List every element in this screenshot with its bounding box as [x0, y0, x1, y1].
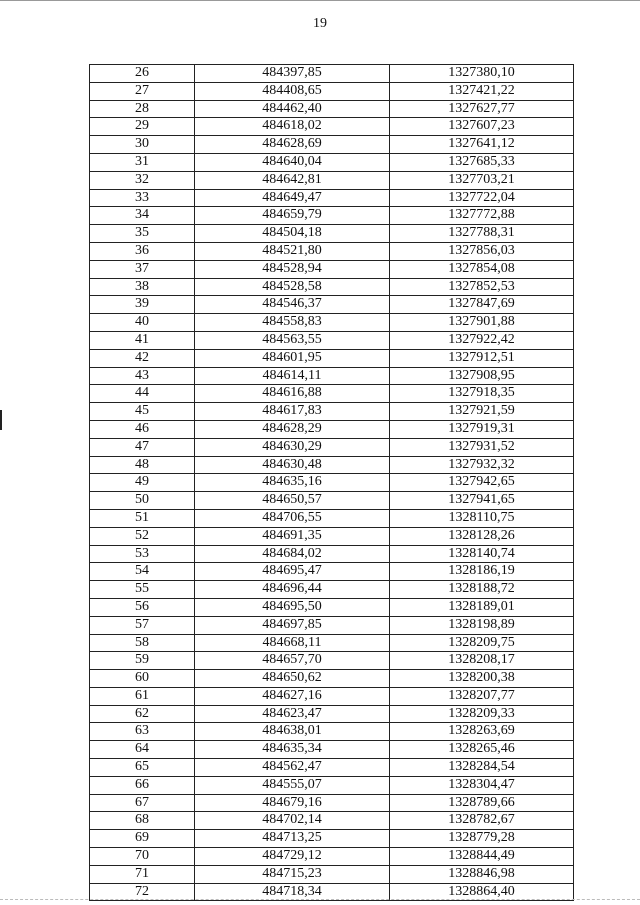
point-number-cell: 57: [90, 616, 195, 634]
table-row: [90, 136, 574, 154]
x-coordinate-cell: 484617,83: [195, 403, 390, 421]
table-row: [90, 385, 574, 403]
y-coordinate-cell: 1327703,21: [390, 171, 574, 189]
x-coordinate-cell: 484627,16: [195, 687, 390, 705]
table-row: [90, 848, 574, 866]
point-number-cell: 42: [90, 349, 195, 367]
x-coordinate-cell: 484702,14: [195, 812, 390, 830]
x-coordinate-cell: 484623,47: [195, 705, 390, 723]
point-number-cell: 40: [90, 314, 195, 332]
y-coordinate-cell: 1328263,69: [390, 723, 574, 741]
table-row: [90, 349, 574, 367]
y-coordinate-cell: 1328128,26: [390, 527, 574, 545]
point-number-cell: 66: [90, 776, 195, 794]
point-number-cell: 34: [90, 207, 195, 225]
bottom-edge-rule: [0, 899, 640, 901]
x-coordinate-cell: 484706,55: [195, 509, 390, 527]
y-coordinate-cell: 1327941,65: [390, 492, 574, 510]
table-row: [90, 331, 574, 349]
margin-mark: [0, 410, 2, 430]
table-row: [90, 420, 574, 438]
point-number-cell: 41: [90, 331, 195, 349]
point-number-cell: 52: [90, 527, 195, 545]
y-coordinate-cell: 1328846,98: [390, 865, 574, 883]
point-number-cell: 67: [90, 794, 195, 812]
y-coordinate-cell: 1328207,77: [390, 687, 574, 705]
table-row: [90, 367, 574, 385]
point-number-cell: 33: [90, 189, 195, 207]
x-coordinate-cell: 484397,85: [195, 65, 390, 83]
table-row: [90, 189, 574, 207]
y-coordinate-cell: 1328779,28: [390, 830, 574, 848]
table-row: [90, 830, 574, 848]
x-coordinate-cell: 484563,55: [195, 331, 390, 349]
table-row: [90, 100, 574, 118]
x-coordinate-cell: 484635,34: [195, 741, 390, 759]
point-number-cell: 62: [90, 705, 195, 723]
table-row: [90, 687, 574, 705]
table-row: [90, 153, 574, 171]
point-number-cell: 45: [90, 403, 195, 421]
y-coordinate-cell: 1328140,74: [390, 545, 574, 563]
point-number-cell: 70: [90, 848, 195, 866]
x-coordinate-cell: 484718,34: [195, 883, 390, 901]
x-coordinate-cell: 484528,94: [195, 260, 390, 278]
y-coordinate-cell: 1327856,03: [390, 242, 574, 260]
x-coordinate-cell: 484657,70: [195, 652, 390, 670]
y-coordinate-cell: 1327788,31: [390, 225, 574, 243]
table-row: [90, 171, 574, 189]
x-coordinate-cell: 484691,35: [195, 527, 390, 545]
point-number-cell: 44: [90, 385, 195, 403]
x-coordinate-cell: 484650,62: [195, 670, 390, 688]
x-coordinate-cell: 484628,69: [195, 136, 390, 154]
point-number-cell: 28: [90, 100, 195, 118]
table-row: [90, 759, 574, 777]
x-coordinate-cell: 484729,12: [195, 848, 390, 866]
y-coordinate-cell: 1328265,46: [390, 741, 574, 759]
x-coordinate-cell: 484697,85: [195, 616, 390, 634]
table-row: [90, 634, 574, 652]
y-coordinate-cell: 1327380,10: [390, 65, 574, 83]
table-row: [90, 456, 574, 474]
table-row: [90, 581, 574, 599]
y-coordinate-cell: 1327918,35: [390, 385, 574, 403]
point-number-cell: 43: [90, 367, 195, 385]
y-coordinate-cell: 1327722,04: [390, 189, 574, 207]
x-coordinate-cell: 484562,47: [195, 759, 390, 777]
x-coordinate-cell: 484696,44: [195, 581, 390, 599]
x-coordinate-cell: 484616,88: [195, 385, 390, 403]
y-coordinate-cell: 1327942,65: [390, 474, 574, 492]
table-row: [90, 492, 574, 510]
point-number-cell: 36: [90, 242, 195, 260]
x-coordinate-cell: 484635,16: [195, 474, 390, 492]
table-row: [90, 296, 574, 314]
y-coordinate-cell: 1327627,77: [390, 100, 574, 118]
table-row: [90, 438, 574, 456]
point-number-cell: 63: [90, 723, 195, 741]
point-number-cell: 64: [90, 741, 195, 759]
y-coordinate-cell: 1327931,52: [390, 438, 574, 456]
y-coordinate-cell: 1327421,22: [390, 82, 574, 100]
y-coordinate-cell: 1328209,33: [390, 705, 574, 723]
point-number-cell: 55: [90, 581, 195, 599]
point-number-cell: 31: [90, 153, 195, 171]
point-number-cell: 56: [90, 598, 195, 616]
x-coordinate-cell: 484630,48: [195, 456, 390, 474]
x-coordinate-cell: 484695,50: [195, 598, 390, 616]
x-coordinate-cell: 484630,29: [195, 438, 390, 456]
y-coordinate-cell: 1327847,69: [390, 296, 574, 314]
x-coordinate-cell: 484546,37: [195, 296, 390, 314]
y-coordinate-cell: 1327852,53: [390, 278, 574, 296]
point-number-cell: 46: [90, 420, 195, 438]
x-coordinate-cell: 484555,07: [195, 776, 390, 794]
table-row: [90, 82, 574, 100]
point-number-cell: 60: [90, 670, 195, 688]
point-number-cell: 32: [90, 171, 195, 189]
table-row: [90, 118, 574, 136]
y-coordinate-cell: 1327901,88: [390, 314, 574, 332]
y-coordinate-cell: 1327932,32: [390, 456, 574, 474]
table-row: [90, 741, 574, 759]
table-row: [90, 314, 574, 332]
point-number-cell: 58: [90, 634, 195, 652]
point-number-cell: 51: [90, 509, 195, 527]
y-coordinate-cell: 1327607,23: [390, 118, 574, 136]
y-coordinate-cell: 1328198,89: [390, 616, 574, 634]
point-number-cell: 38: [90, 278, 195, 296]
point-number-cell: 69: [90, 830, 195, 848]
x-coordinate-cell: 484462,40: [195, 100, 390, 118]
point-number-cell: 65: [90, 759, 195, 777]
table-row: [90, 616, 574, 634]
y-coordinate-cell: 1327854,08: [390, 260, 574, 278]
point-number-cell: 68: [90, 812, 195, 830]
point-number-cell: 72: [90, 883, 195, 901]
point-number-cell: 27: [90, 82, 195, 100]
x-coordinate-cell: 484684,02: [195, 545, 390, 563]
x-coordinate-cell: 484408,65: [195, 82, 390, 100]
x-coordinate-cell: 484628,29: [195, 420, 390, 438]
x-coordinate-cell: 484521,80: [195, 242, 390, 260]
table-row: [90, 705, 574, 723]
table-row: [90, 65, 574, 83]
point-number-cell: 39: [90, 296, 195, 314]
point-number-cell: 35: [90, 225, 195, 243]
y-coordinate-cell: 1328200,38: [390, 670, 574, 688]
x-coordinate-cell: 484638,01: [195, 723, 390, 741]
y-coordinate-cell: 1328188,72: [390, 581, 574, 599]
y-coordinate-cell: 1328789,66: [390, 794, 574, 812]
point-number-cell: 50: [90, 492, 195, 510]
y-coordinate-cell: 1328209,75: [390, 634, 574, 652]
x-coordinate-cell: 484558,83: [195, 314, 390, 332]
y-coordinate-cell: 1328304,47: [390, 776, 574, 794]
table-row: [90, 812, 574, 830]
point-number-cell: 61: [90, 687, 195, 705]
y-coordinate-cell: 1327919,31: [390, 420, 574, 438]
point-number-cell: 59: [90, 652, 195, 670]
table-row: [90, 776, 574, 794]
y-coordinate-cell: 1327921,59: [390, 403, 574, 421]
y-coordinate-cell: 1327685,33: [390, 153, 574, 171]
point-number-cell: 54: [90, 563, 195, 581]
x-coordinate-cell: 484668,11: [195, 634, 390, 652]
y-coordinate-cell: 1328864,40: [390, 883, 574, 901]
table-row: [90, 545, 574, 563]
table-row: [90, 527, 574, 545]
y-coordinate-cell: 1328189,01: [390, 598, 574, 616]
y-coordinate-cell: 1327641,12: [390, 136, 574, 154]
table-row: [90, 403, 574, 421]
x-coordinate-cell: 484614,11: [195, 367, 390, 385]
y-coordinate-cell: 1328110,75: [390, 509, 574, 527]
point-number-cell: 47: [90, 438, 195, 456]
table-row: [90, 260, 574, 278]
point-number-cell: 48: [90, 456, 195, 474]
coordinates-table-body: [90, 65, 574, 901]
table-row: [90, 207, 574, 225]
x-coordinate-cell: 484713,25: [195, 830, 390, 848]
y-coordinate-cell: 1327908,95: [390, 367, 574, 385]
x-coordinate-cell: 484715,23: [195, 865, 390, 883]
page-number: 19: [313, 16, 327, 31]
x-coordinate-cell: 484649,47: [195, 189, 390, 207]
y-coordinate-cell: 1328186,19: [390, 563, 574, 581]
x-coordinate-cell: 484695,47: [195, 563, 390, 581]
table-row: [90, 225, 574, 243]
point-number-cell: 49: [90, 474, 195, 492]
x-coordinate-cell: 484642,81: [195, 171, 390, 189]
x-coordinate-cell: 484601,95: [195, 349, 390, 367]
table-row: [90, 242, 574, 260]
x-coordinate-cell: 484650,57: [195, 492, 390, 510]
x-coordinate-cell: 484659,79: [195, 207, 390, 225]
table-row: [90, 598, 574, 616]
top-edge-rule: [0, 0, 640, 1]
y-coordinate-cell: 1328208,17: [390, 652, 574, 670]
coordinates-table: [89, 64, 574, 901]
point-number-cell: 30: [90, 136, 195, 154]
y-coordinate-cell: 1328782,67: [390, 812, 574, 830]
x-coordinate-cell: 484640,04: [195, 153, 390, 171]
y-coordinate-cell: 1327772,88: [390, 207, 574, 225]
y-coordinate-cell: 1327922,42: [390, 331, 574, 349]
point-number-cell: 71: [90, 865, 195, 883]
x-coordinate-cell: 484679,16: [195, 794, 390, 812]
table-row: [90, 474, 574, 492]
point-number-cell: 26: [90, 65, 195, 83]
point-number-cell: 29: [90, 118, 195, 136]
point-number-cell: 37: [90, 260, 195, 278]
table-row: [90, 509, 574, 527]
table-row: [90, 652, 574, 670]
table-row: [90, 563, 574, 581]
table-row: [90, 670, 574, 688]
table-row: [90, 723, 574, 741]
x-coordinate-cell: 484528,58: [195, 278, 390, 296]
x-coordinate-cell: 484618,02: [195, 118, 390, 136]
x-coordinate-cell: 484504,18: [195, 225, 390, 243]
table-row: [90, 865, 574, 883]
y-coordinate-cell: 1328844,49: [390, 848, 574, 866]
y-coordinate-cell: 1327912,51: [390, 349, 574, 367]
point-number-cell: 53: [90, 545, 195, 563]
table-row: [90, 278, 574, 296]
table-row: [90, 794, 574, 812]
y-coordinate-cell: 1328284,54: [390, 759, 574, 777]
